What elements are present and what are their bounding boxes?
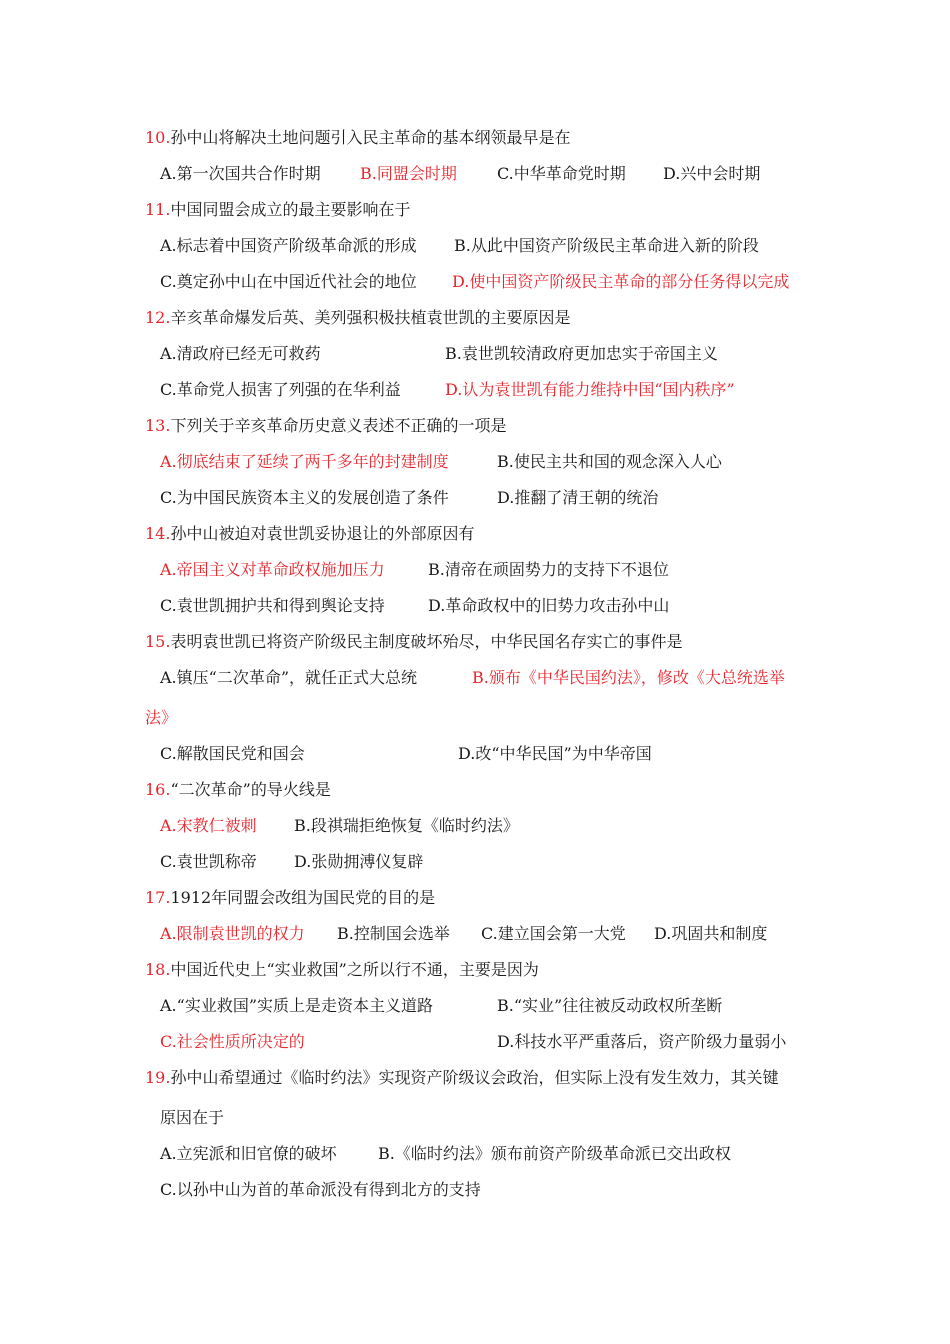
option-b: B.《临时约法》颁布前资产阶级革命派已交出政权 [378,1144,731,1163]
question-15-stem [145,632,682,652]
question-number: 15. [145,632,171,651]
option-c: C.以孙中山为首的革命派没有得到北方的支持 [160,1180,481,1199]
option-b: B.从此中国资产阶级民主革命进入新的阶段 [454,236,759,255]
option-d: D.革命政权中的旧势力攻击孙中山 [428,596,670,615]
option-d: D.科技水平严重落后，资产阶级力量弱小 [497,1032,787,1051]
question-text: 中国同盟会成立的最主要影响在于 [170,200,411,219]
question-18-stem [145,960,539,980]
question-10-stem [145,128,570,148]
option-d-correct: D.认为袁世凯有能力维持中国“国内秩序” [445,380,735,399]
option-a: A.第一次国共合作时期 [160,164,321,183]
question-number: 11. [145,200,171,219]
option-a: A.清政府已经无可救药 [160,344,321,363]
question-number: 10. [145,128,171,147]
option-b: B.清帝在顽固势力的支持下不退位 [428,560,669,579]
question-number: 17. [145,888,171,907]
option-c: C.奠定孙中山在中国近代社会的地位 [160,272,417,291]
question-13-stem [145,416,506,436]
option-c-correct: C.社会性质所决定的 [160,1032,305,1051]
option-c: C.建立国会第一大党 [481,924,626,943]
option-d: D.兴中会时期 [663,164,761,183]
question-text: 下列关于辛亥革命历史意义表述不正确的一项是 [170,416,507,435]
question-text: 孙中山被迫对袁世凯妥协退让的外部原因有 [170,524,475,543]
option-b: B.“实业”往往被反动政权所垄断 [497,996,723,1015]
question-11-stem [145,200,410,220]
option-c: C.解散国民党和国会 [160,744,305,763]
question-19-stem [145,1068,778,1088]
question-19-stem-continued: 原因在于 [160,1108,225,1127]
option-c: C.革命党人损害了列强的在华利益 [160,380,401,399]
option-c: C.袁世凯称帝 [160,852,257,871]
question-text: 辛亥革命爆发后英、美列强积极扶植袁世凯的主要原因是 [170,308,571,327]
option-d: D.改“中华民国”为中华帝国 [458,744,652,763]
question-number: 13. [145,416,171,435]
question-text: 表明袁世凯已将资产阶级民主制度破坏殆尽，中华民国名存实亡的事件是 [170,632,683,651]
option-a-correct: A.宋教仁被刺 [160,816,257,835]
option-a: A.镇压“二次革命”，就任正式大总统 [160,668,418,687]
question-16-stem [145,780,331,800]
option-c: C.中华革命党时期 [497,164,626,183]
option-a: A.标志着中国资产阶级革命派的形成 [160,236,417,255]
option-b-correct: B.颁布《中华民国约法》，修改《大总统选举 [472,668,785,687]
option-c: C.袁世凯拥护共和得到舆论支持 [160,596,385,615]
question-number: 14. [145,524,171,543]
option-a: A.立宪派和旧官僚的破坏 [160,1144,337,1163]
option-c: C.为中国民族资本主义的发展创造了条件 [160,488,449,507]
option-a: A.“实业救国”实质上是走资本主义道路 [160,996,434,1015]
option-d: D.张勋拥溥仪复辟 [294,852,424,871]
question-text: “二次革命”的导火线是 [170,780,331,799]
option-d: D.推翻了清王朝的统治 [497,488,659,507]
question-text: 中国近代史上“实业救国”之所以行不通，主要是因为 [170,960,539,979]
option-b: B.袁世凯较清政府更加忠实于帝国主义 [445,344,718,363]
question-12-stem [145,308,570,328]
question-14-stem [145,524,474,544]
option-b: B.控制国会选举 [337,924,450,943]
question-text: 1912年同盟会改组为国民党的目的是 [170,888,436,907]
option-b: B.使民主共和国的观念深入人心 [497,452,722,471]
question-17-stem [145,888,435,908]
option-b-correct: B.同盟会时期 [360,164,457,183]
option-d-correct: D.使中国资产阶级民主革命的部分任务得以完成 [452,272,790,291]
question-number: 16. [145,780,171,799]
question-text: 孙中山将解决土地问题引入民主革命的基本纲领最早是在 [170,128,571,147]
option-b: B.段祺瑞拒绝恢复《临时约法》 [294,816,519,835]
option-a-correct: A.限制袁世凯的权力 [160,924,305,943]
question-number: 19. [145,1068,171,1087]
option-b-continued: 法》 [145,708,178,727]
option-d: D.巩固共和制度 [654,924,768,943]
option-a-correct: A.帝国主义对革命政权施加压力 [160,560,385,579]
question-number: 12. [145,308,171,327]
question-number: 18. [145,960,171,979]
question-text: 孙中山希望通过《临时约法》实现资产阶级议会政治，但实际上没有发生效力，其关键 [170,1068,779,1087]
option-a-correct: A.彻底结束了延续了两千多年的封建制度 [160,452,449,471]
